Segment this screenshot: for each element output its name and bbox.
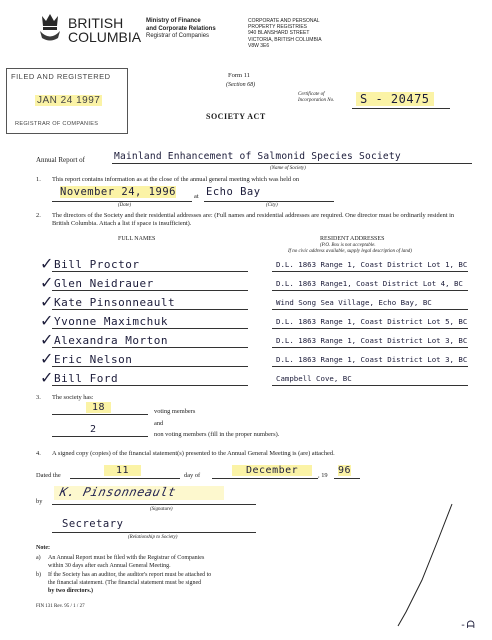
filed-stamp — [6, 68, 128, 134]
meeting-date-value: November 24, 1996 — [60, 186, 176, 198]
director-address: D.L. 1863 Range 1, Coast District Lot 3, BC — [276, 336, 468, 345]
cert-label-2: Incorporation No. — [298, 98, 335, 103]
item3-text: The society has: — [52, 394, 94, 401]
ministry-block — [146, 18, 216, 41]
relationship: Secretary — [62, 518, 124, 530]
director-address: D.L. 1863 Range 1, Coast District Lot 5, BC — [276, 317, 468, 326]
director-name: Glen Neidrauer — [54, 277, 154, 290]
director-name: Kate Pinsonneault — [54, 296, 176, 309]
signature-caption: (Signature) — [150, 507, 173, 512]
item1-at: at — [194, 193, 199, 200]
note-a-2: within 30 days after each Annual General Meeting. — [48, 563, 171, 569]
ministry-line-3: Registrar of Companies — [146, 33, 210, 39]
checkmark-icon: ✓ — [40, 254, 54, 273]
by-label: by — [36, 498, 43, 505]
nonvoting-label: non voting members (fill in the proper numbers). — [154, 431, 280, 438]
item4-text: A signed copy (copies) of the financial statement(s) presented to the Annual General Meeting is (are) attached. — [52, 450, 335, 457]
cert-label-1: Certificate of — [298, 92, 325, 97]
item1-num: 1. — [36, 176, 41, 183]
director-name: Bill Proctor — [54, 258, 140, 271]
director-address: D.L. 1863 Range 1, Coast District Lot 1, BC — [276, 260, 468, 269]
col-addr-sub1: (P.O. Box is not acceptable. — [320, 243, 376, 248]
checkmark-icon: ✓ — [40, 368, 54, 387]
stamp-top: FILED AND REGISTERED — [11, 72, 111, 81]
registry-line-3: 940 BLANSHARD STREET — [248, 30, 310, 37]
director-address: Campbell Cove, BC — [276, 374, 352, 383]
and-label: and — [154, 420, 164, 427]
checkmark-icon: ✓ — [40, 349, 54, 368]
note-b-letter: b) — [36, 572, 41, 578]
registry-block — [248, 18, 322, 49]
dated-month: December — [232, 465, 312, 476]
checkmark-icon: ✓ — [40, 330, 54, 349]
form-number: Form 11 — [228, 72, 250, 79]
note-b-1: If the Society has an auditor, the auditor's report must be attached to — [48, 572, 212, 578]
note-a-letter: a) — [36, 555, 41, 561]
note-a-1: An Annual Report must be filed with the Registrar of Companies — [48, 555, 205, 561]
registry-line-5: V8W 3E6 — [248, 42, 270, 49]
ministry-line-1: Ministry of Finance — [146, 18, 201, 24]
province-line-1: BRITISH — [68, 15, 124, 31]
signature: K. Pinsonneault — [58, 485, 178, 499]
director-address: D.L. 1863 Range1, Coast District Lot 4, BC — [276, 279, 463, 288]
relationship-caption: (Relationship to Society) — [128, 535, 178, 540]
date-caption: (Date) — [118, 203, 132, 208]
item1-text: This report contains information as at the close of the annual general meeting which was held on — [52, 176, 300, 183]
col-names-header: FULL NAMES — [118, 236, 156, 242]
meeting-date — [60, 186, 176, 198]
voting-count: 18 — [86, 402, 111, 413]
dated-day: 11 — [104, 465, 141, 476]
act-title: SOCIETY ACT — [206, 112, 266, 121]
meeting-place: Echo Bay — [206, 186, 261, 198]
cert-number: S - 20475 — [356, 92, 434, 106]
province-line-2: COLUMBIA — [68, 29, 142, 45]
ministry-line-2: and Corporate Relations — [146, 25, 216, 32]
registry-line-2: PROPERTY REGISTRIES — [248, 24, 307, 31]
corner-initial-glyph: ᗩ — [466, 620, 476, 631]
note-b-2: the financial statement. (The financial statement must be signed — [48, 580, 202, 586]
director-name: Bill Ford — [54, 372, 119, 385]
checkmark-icon: ✓ — [40, 273, 54, 292]
society-name: Mainland Enhancement of Salmonid Species Society — [114, 151, 401, 162]
city-caption: (City) — [266, 203, 278, 208]
col-addr-header: RESIDENT ADDRESSES — [320, 236, 385, 242]
item2-num: 2. — [36, 212, 41, 219]
form-section: (Section 68) — [226, 82, 256, 88]
director-name: Eric Nelson — [54, 353, 133, 366]
pen-stroke-mark — [380, 500, 460, 630]
day-of-label: day of — [184, 472, 201, 479]
col-addr-sub2: If no civic address available, supply legal description of land) — [288, 249, 412, 254]
stamp-date: JAN 24 1997 — [37, 95, 101, 106]
registry-line-4: VICTORIA, BRITISH COLUMBIA — [248, 36, 322, 43]
dated-year: 96 — [338, 465, 352, 476]
annual-label: Annual Report of — [36, 156, 85, 164]
dated-label: Dated the — [36, 472, 61, 479]
director-name: Yvonne Maximchuk — [54, 315, 168, 328]
item2-text: The directors of the Society and their residential addresses are: (Full names and residential addresses are required. One director must be ordinarily resident in British Columbia. Attach a list if space is insufficient). — [52, 212, 455, 227]
director-address: D.L. 1863 Range 1, Coast District Lot 3, BC — [276, 355, 468, 364]
bc-crest-logo — [36, 12, 64, 42]
province-name — [68, 16, 141, 44]
footer-code: FIN 131 Rev. 95 / 1 / 27 — [36, 604, 85, 609]
corner-initial-mark: -ᗩ — [460, 620, 476, 631]
note-title: Note: — [36, 545, 50, 551]
cert-label — [298, 92, 334, 104]
checkmark-icon: ✓ — [40, 311, 54, 330]
voting-label: voting members — [154, 408, 196, 415]
nonvoting-count: 2 — [90, 424, 97, 435]
item4-num: 4. — [36, 450, 41, 457]
note-b-3: by two directors.) — [48, 588, 94, 594]
item3-num: 3. — [36, 394, 41, 401]
society-caption: (Name of Society) — [270, 166, 306, 171]
director-address: Wind Song Sea Village, Echo Bay, BC — [276, 298, 432, 307]
director-name: Alexandra Morton — [54, 334, 168, 347]
checkmark-icon: ✓ — [40, 292, 54, 311]
registry-line-1: CORPORATE AND PERSONAL — [248, 18, 320, 24]
stamp-bottom: REGISTRAR OF COMPANIES — [15, 121, 99, 127]
year-prefix: , 19 — [318, 472, 328, 479]
